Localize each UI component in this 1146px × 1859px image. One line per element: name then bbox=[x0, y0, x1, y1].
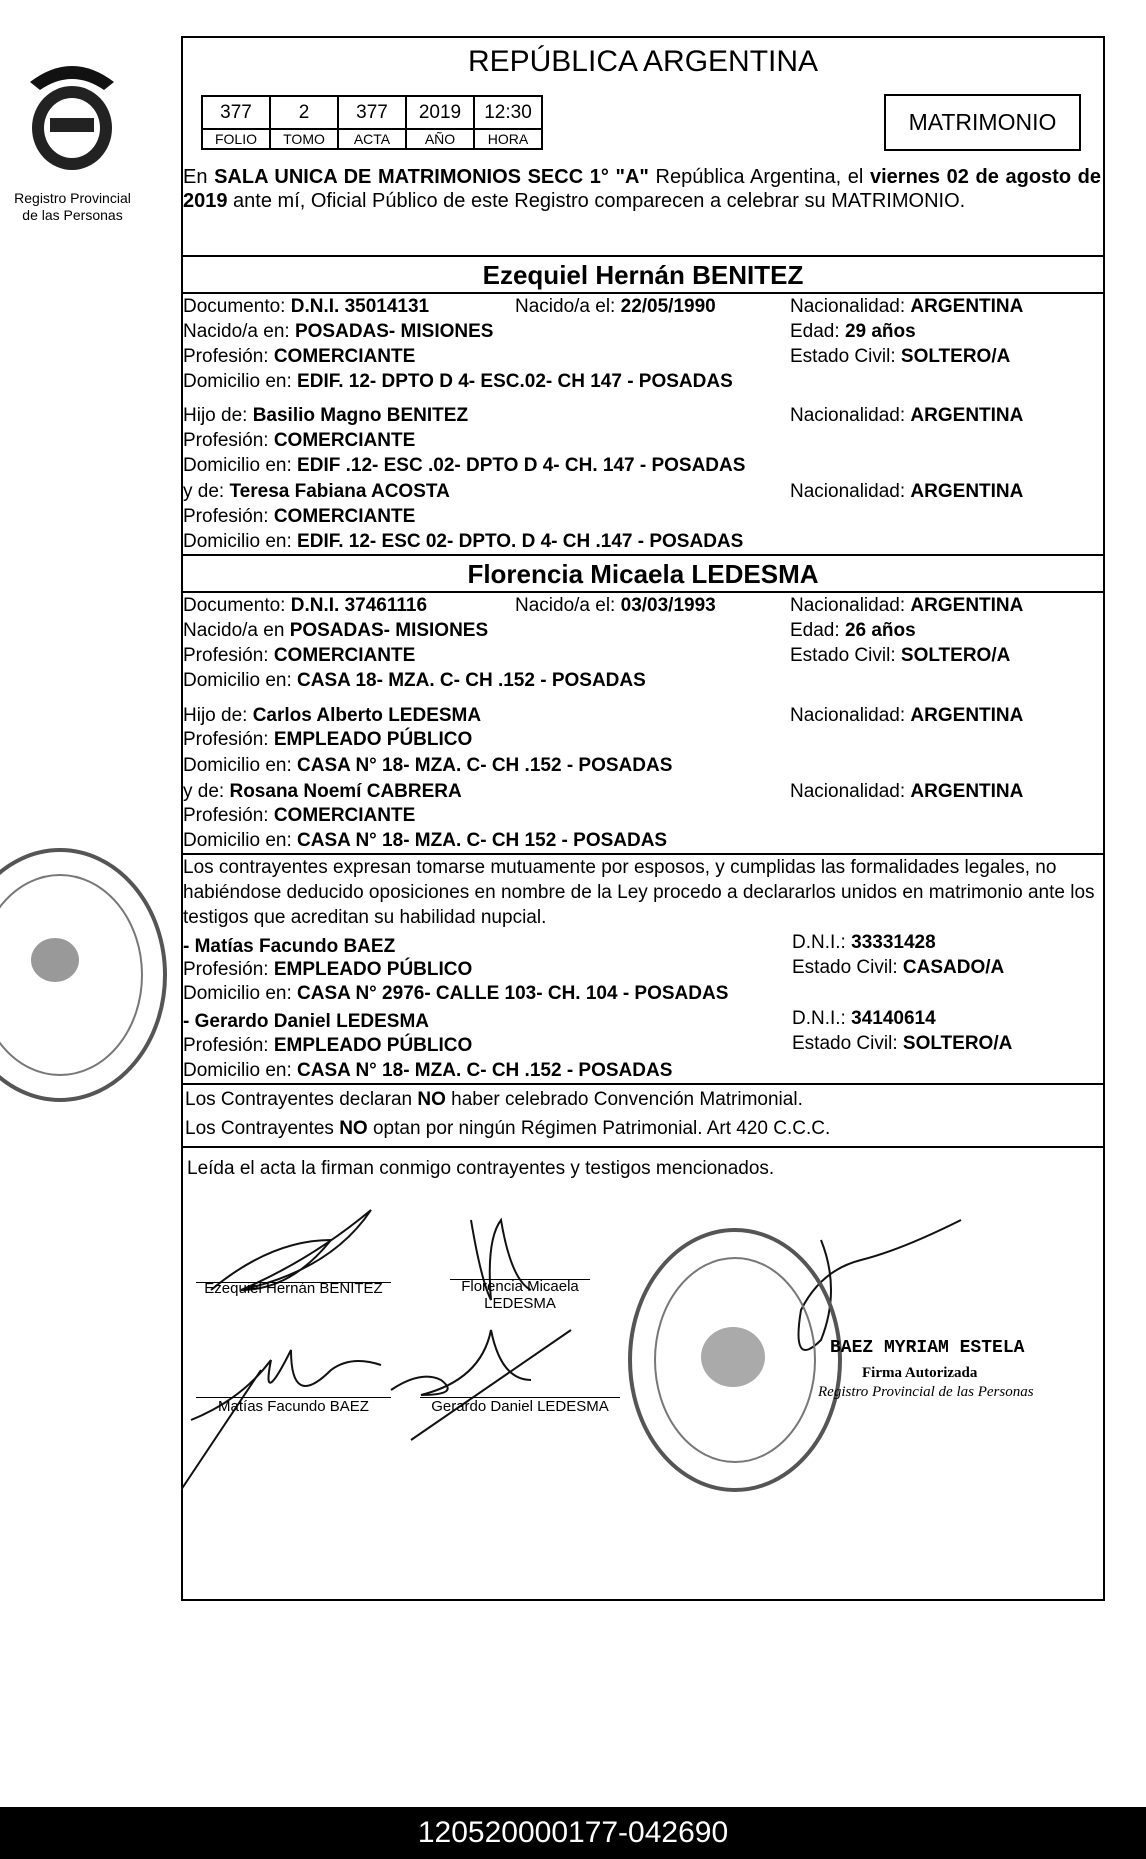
intro-p1: En bbox=[183, 166, 215, 188]
spouse1-name: Ezequiel Hernán BENITEZ bbox=[482, 260, 804, 290]
hora-label: HORA bbox=[474, 129, 542, 149]
witness1-profession: Profesión: EMPLEADO PÚBLICO bbox=[183, 959, 473, 980]
divider bbox=[181, 292, 1105, 294]
spouse2-born-on: Nacido/a el: 03/03/1993 bbox=[515, 595, 716, 616]
official-org: Registro Provincial de las Personas bbox=[818, 1384, 1034, 1400]
left-stamp bbox=[0, 840, 175, 1110]
signature-label-spouse1: Ezequiel Hernán BENITEZ bbox=[204, 1280, 383, 1297]
spouse2-doc: Documento: D.N.I. 37461116 bbox=[183, 595, 428, 616]
spouse1-profession: Profesión: COMERCIANTE bbox=[183, 346, 416, 367]
spouse2-mother-profession: Profesión: COMERCIANTE bbox=[183, 805, 416, 826]
divider bbox=[181, 1146, 1105, 1148]
spouse2-mother: y de: Rosana Noemí CABRERA bbox=[183, 781, 462, 802]
registry-stamp bbox=[625, 1225, 845, 1495]
signature-icon bbox=[411, 1330, 571, 1440]
round-stamp-icon bbox=[625, 1225, 845, 1495]
spouse1-mother-nationality: Nacionalidad: ARGENTINA bbox=[790, 481, 1024, 502]
spouse2-father: Hijo de: Carlos Alberto LEDESMA bbox=[183, 705, 482, 726]
spouse1-father-nationality: Nacionalidad: ARGENTINA bbox=[790, 405, 1024, 426]
record-type: MATRIMONIO bbox=[884, 94, 1081, 151]
intro-place: SALA UNICA DE MATRIMONIOS SECC 1° "A" bbox=[214, 166, 649, 188]
reading-statement: Leída el acta la firman conmigo contrayentes y testigos mencionados. bbox=[187, 1158, 775, 1179]
note-convention: Los Contrayentes declaran NO haber celebrado Convención Matrimonial. bbox=[185, 1089, 803, 1110]
country-title: REPÚBLICA ARGENTINA bbox=[467, 45, 819, 78]
tomo-label: TOMO bbox=[270, 129, 338, 149]
spouse2-profession: Profesión: COMERCIANTE bbox=[183, 645, 416, 666]
spouse1-father-address: Domicilio en: EDIF .12- ESC .02- DPTO D 4- CH. 147 - POSADAS bbox=[183, 455, 746, 476]
spouse2-father-profession: Profesión: EMPLEADO PÚBLICO bbox=[183, 729, 473, 750]
divider bbox=[181, 554, 1105, 556]
document-code: 120520000177-042690 bbox=[0, 1807, 1146, 1859]
ano-value: 2019 bbox=[406, 96, 474, 129]
spouse2-mother-address: Domicilio en: CASA N° 18- MZA. C- CH 152 - POSADAS bbox=[183, 830, 668, 851]
spouse1-father-profession: Profesión: COMERCIANTE bbox=[183, 430, 416, 451]
witness1-dni: D.N.I.: 33331428 bbox=[792, 932, 936, 953]
divider bbox=[181, 591, 1105, 593]
spouse2-born-in: Nacido/a en POSADAS- MISIONES bbox=[183, 620, 489, 641]
signature-icon bbox=[211, 1210, 371, 1290]
spouse1-mother-address: Domicilio en: EDIF. 12- ESC 02- DPTO. D 4- CH .147 - POSADAS bbox=[183, 531, 744, 552]
spouse2-father-nationality: Nacionalidad: ARGENTINA bbox=[790, 705, 1024, 726]
hora-value: 12:30 bbox=[474, 96, 542, 129]
intro-p2: República Argentina, el bbox=[648, 166, 870, 188]
witness1-civil-status: Estado Civil: CASADO/A bbox=[792, 957, 1005, 978]
spouse2-mother-nationality: Nacionalidad: ARGENTINA bbox=[790, 781, 1024, 802]
record-reference-table bbox=[201, 95, 543, 150]
signature-icon bbox=[181, 1370, 261, 1490]
intro-p3: ante mí, Oficial Público de este Registro comparecen a celebrar su MATRIMONIO. bbox=[227, 190, 966, 212]
spouse2-name: Florencia Micaela LEDESMA bbox=[467, 559, 819, 589]
witness2-civil-status: Estado Civil: SOLTERO/A bbox=[792, 1033, 1013, 1054]
divider bbox=[181, 1083, 1105, 1085]
spouse2-age: Edad: 26 años bbox=[790, 620, 916, 641]
witness2-profession: Profesión: EMPLEADO PÚBLICO bbox=[183, 1035, 473, 1056]
spouse1-nationality: Nacionalidad: ARGENTINA bbox=[790, 296, 1024, 317]
witness1-address: Domicilio en: CASA N° 2976- CALLE 103- CH. 104 - POSADAS bbox=[183, 983, 729, 1004]
ano-label: AÑO bbox=[406, 129, 474, 149]
province-seal-icon bbox=[12, 56, 132, 174]
spouse1-mother-profession: Profesión: COMERCIANTE bbox=[183, 506, 416, 527]
official-title: Firma Autorizada bbox=[862, 1365, 978, 1381]
logo bbox=[12, 56, 132, 174]
declaration-paragraph: Los contrayentes expresan tomarse mutuamente por esposos, y cumplidas las formalidades legales, no habiéndose deducido oposiciones en nombre de la Ley procedo a declararlos unidos en matrimonio ante los testigos que acreditan su habilidad nupcial. bbox=[183, 857, 1095, 928]
intro-date: viernes 02 de agosto de 2019 bbox=[183, 166, 1101, 212]
witness2-name: - Gerardo Daniel LEDESMA bbox=[183, 1011, 429, 1032]
witness1-name: - Matías Facundo BAEZ bbox=[183, 936, 396, 957]
logo-org-line2: de las Personas bbox=[22, 207, 123, 223]
logo-org-line1: Registro Provincial bbox=[14, 190, 131, 206]
spouse2-father-address: Domicilio en: CASA N° 18- MZA. C- CH .152 - POSADAS bbox=[183, 755, 673, 776]
spouse2-civil-status: Estado Civil: SOLTERO/A bbox=[790, 645, 1011, 666]
spouse1-born-on: Nacido/a el: 22/05/1990 bbox=[515, 296, 716, 317]
spouse1-civil-status: Estado Civil: SOLTERO/A bbox=[790, 346, 1011, 367]
intro-paragraph bbox=[183, 165, 1101, 213]
divider bbox=[181, 255, 1105, 257]
spouse1-age: Edad: 29 años bbox=[790, 321, 916, 342]
folio-value: 377 bbox=[202, 96, 270, 129]
signature-label-spouse2-line1: Florencia Micaela bbox=[461, 1278, 579, 1295]
acta-label: ACTA bbox=[338, 129, 406, 149]
note-regime: Los Contrayentes NO optan por ningún Régimen Patrimonial. Art 420 C.C.C. bbox=[185, 1118, 831, 1139]
witness2-address: Domicilio en: CASA N° 18- MZA. C- CH .152 - POSADAS bbox=[183, 1060, 673, 1081]
spouse1-doc: Documento: D.N.I. 35014131 bbox=[183, 296, 430, 317]
signature-label-spouse2-line2: LEDESMA bbox=[484, 1295, 556, 1312]
round-stamp-icon bbox=[0, 840, 175, 1110]
spouse2-address: Domicilio en: CASA 18- MZA. C- CH .152 - POSADAS bbox=[183, 670, 646, 691]
folio-label: FOLIO bbox=[202, 129, 270, 149]
official-name: BAEZ MYRIAM ESTELA bbox=[830, 1338, 1025, 1358]
signature-icon bbox=[391, 1330, 531, 1395]
spouse2-nationality: Nacionalidad: ARGENTINA bbox=[790, 595, 1024, 616]
signature-label-witness1: Matías Facundo BAEZ bbox=[218, 1398, 369, 1415]
witness2-dni: D.N.I.: 34140614 bbox=[792, 1008, 936, 1029]
spouse1-mother: y de: Teresa Fabiana ACOSTA bbox=[183, 481, 450, 502]
signature-label-witness2: Gerardo Daniel LEDESMA bbox=[431, 1398, 609, 1415]
spouse1-father: Hijo de: Basilio Magno BENITEZ bbox=[183, 405, 469, 426]
spouse1-address: Domicilio en: EDIF. 12- DPTO D 4- ESC.02- CH 147 - POSADAS bbox=[183, 371, 733, 392]
acta-value: 377 bbox=[338, 96, 406, 129]
tomo-value: 2 bbox=[270, 96, 338, 129]
spouse1-born-in: Nacido/a en: POSADAS- MISIONES bbox=[183, 321, 494, 342]
